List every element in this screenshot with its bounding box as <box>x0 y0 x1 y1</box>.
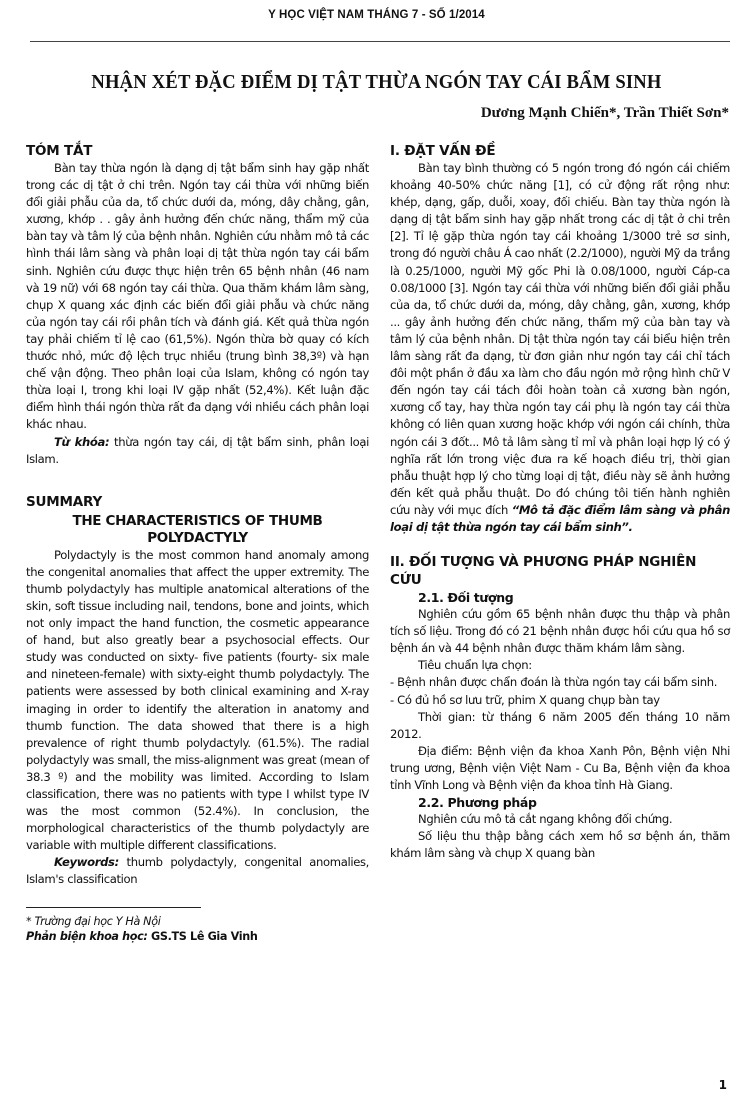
section1-body <box>390 160 730 536</box>
subsection-2-2-heading: 2.2. Phương pháp <box>418 795 537 811</box>
study-place: Địa điểm: Bệnh viện đa khoa Xanh Pôn, Bệnh viện Nhi trung ương, Bệnh viện Việt Nam - Cu Ba, Bệnh viện đa khoa tỉnh Vĩnh Long và Bệnh viện đa khoa tỉnh Hà Giang. <box>390 743 730 792</box>
summary-keywords <box>26 854 369 888</box>
summary-heading: SUMMARY <box>26 493 103 510</box>
study-time: Thời gian: từ tháng 6 năm 2005 đến tháng 10 năm 2012. <box>390 709 730 741</box>
section1-heading: I. ĐẶT VẤN ĐỀ <box>390 143 496 159</box>
abstract-vi-keywords <box>26 434 369 468</box>
right-column <box>390 142 730 862</box>
criteria-item: - Có đủ hồ sơ lưu trữ, phim X quang chụp bàn tay <box>390 692 660 707</box>
reviewer-label: Phản biện khoa học: <box>26 929 148 943</box>
abstract-vi-heading: TÓM TẮT <box>26 143 93 159</box>
reviewer-name: GS.TS Lê Gia Vinh <box>147 929 258 943</box>
footnote-rule <box>26 907 201 908</box>
section1-text: Bàn tay bình thường có 5 ngón trong đó ngón cái chiếm khoảng 40-50% chức năng [1], có cử động rất rộng như: khép, dạng, gấp, duỗi, xoay, đối chiếu. Bàn tay thừa ngón là dạng dị tật bẩm sinh hay gặp nhất trong các dị tật ở chi trên [2]. Tỉ lệ gặp thừa ngón tay cái khoảng 1/3000 trẻ sơ sinh, trong đó người châu Á cao nhất (2.2/1000), người Mỹ da trắng là 0.25/1000, người Mỹ gốc Phi là 0.08/1000, người Cáp-ca 0.08/1000 [3]. Ngón tay cái thừa với những biến đổi giải phẫu của da, tổ chức dưới da, móng, dây chằng, gân, xương, khớp ... gây ảnh hưởng đến chức năng, thẩm mỹ của bàn tay và tâm lý của bệnh nhân. Dị tật thừa ngón tay cái biểu hiện trên lâm sàng rất đa dạng, từ đơn giản như ngón tay cái chỉ tách đôi một phần ở đầu xa làm cho đầu ngón mở rộng hình chữ V đến ngón tay cái tách đôi hoàn toàn cả xương bàn ngón, xương cổ tay, hay thừa ngón tay cái phụ là ngón tay cái thừa không có liên quan xương hoặc khớp với ngón cái chính, thừa ngón cái 3 đốt... Mô tả lâm sàng tỉ mỉ và phân loại hợp lý có ý nghĩa rất lớn trong việc đưa ra kế hoạch điều trị, thời gian phẫu thuật hợp lý cho từng loại dị tật, điều này sẽ ảnh hưởng đến kết quả phẫu thuật. Do đó chúng tôi tiến hành nghiên cứu này với mục đích <box>390 161 730 517</box>
footnote-reviewer <box>26 929 369 944</box>
section2-heading: II. ĐỐI TƯỢNG VÀ PHƯƠNG PHÁP NGHIÊN CỨU <box>390 554 697 589</box>
criteria-item: - Bệnh nhân được chẩn đoán là thừa ngón tay cái bẩm sinh. <box>390 675 718 690</box>
keywords-en-label: Keywords: <box>54 855 119 870</box>
running-head: Y HỌC VIỆT NAM THÁNG 7 - SỐ 1/2014 <box>268 9 485 21</box>
method-paragraph-1: Nghiên cứu mô tả cắt ngang không đối chứng. <box>418 812 673 827</box>
article-authors: Dương Mạnh Chiến*, Trần Thiết Sơn* <box>480 105 729 121</box>
criteria-label: Tiêu chuẩn lựa chọn: <box>418 658 532 673</box>
subjects-paragraph: Nghiên cứu gồm 65 bệnh nhân được thu thập và phân tích số liệu. Trong đó có 21 bệnh nhân được hồi cứu qua hồ sơ bệnh án và 44 bệnh nhân được thăm khám lâm sàng. <box>390 607 730 656</box>
summary-body: Polydactyly is the most common hand anomaly among the congenital anomalies that affect the upper extremity. The thumb polydactyly has multiple anatomical alterations of the skin, soft tissue including nail, tendons, bone and joints, which not only impact the hand function, the cosmetic appearance of hand, but also greatly bear a psychosocial effects. Our study was conducted on sixty- five patients (fourty- six male and nineteen-female) with sixty-eight thumb polydactyly. The patients were assessed by both clinical examining and X-ray imaging in order to identify the alteration in anatomy and thumb function. The data showed that there is a high prevalence of right thumb polydactyly. (61.5%). The radial polydactyly was small, the miss-alignment was great (mean of 38.3 º) and the mobility was limited. According to Islam classification, there was no patients with type I whilst type IV was the most common (52.4%). In conclusion, the morphological characteristics of the thumb polydactyly are variable with multiple different classifications. <box>26 547 369 853</box>
page-number: 1 <box>718 1078 727 1092</box>
keywords-vi-label: Từ khóa: <box>54 434 110 449</box>
header-rule <box>30 41 730 42</box>
summary-title: THE CHARACTERISTICS OF THUMB POLYDACTYLY <box>72 512 323 546</box>
method-paragraph-2: Số liệu thu thập bằng cách xem hồ sơ bệnh án, thăm khám lâm sàng và chụp X quang bàn <box>390 829 730 861</box>
subsection-2-1-heading: 2.1. Đối tượng <box>418 590 514 606</box>
left-column <box>26 142 369 944</box>
abstract-vi-body: Bàn tay thừa ngón là dạng dị tật bẩm sinh hay gặp nhất trong các dị tật ở chi trên. Ngón tay cái thừa với những biến đổi giải phẫu của da, tổ chức dưới da, móng, dây chằng, gân, xương, khớp . . gây ảnh hưởng đến chức năng, thẩm mỹ của bàn tay và tâm lý của bệnh nhân. Nghiên cứu nhằm mô tả các hình thái lâm sàng và phân loại dị tật thừa ngón tay cái bẩm sinh. Nghiên cứu được thực hiện trên 65 bệnh nhân (46 nam và 19 nữ) với 68 ngón tay cái thừa. Qua thăm khám lâm sàng, chụp X quang xác định các biến đổi giải phẫu và chức năng của ngón tay cái rồi phân tích và đánh giá. Kết quả thừa ngón tay phải chiếm tỉ lệ cao (61,5%). Ngón thừa bờ quay có kích thước nhỏ, mức độ lệch trục nhiều (trung bình 38,3º) và hạn chế vận động. Theo phân loại của Islam, không có ngón tay thừa loại I, trong khi loại IV gặp nhất (52,4%). Kết luận đặc điểm hình thái ngón thừa rất đa dạng với nhiều cách phân loại khác nhau. <box>26 161 369 432</box>
footnote-affiliation: * Trường đại học Y Hà Nội <box>26 914 161 928</box>
keywords-en-text: thumb polydactyly, congenital anomalies, Islam's classification <box>26 855 369 887</box>
study-aim: “Mô tả đặc điểm lâm sàng và phân loại dị tật thừa ngón tay cái bẩm sinh”. <box>390 502 730 534</box>
article-title: NHẬN XÉT ĐẶC ĐIỂM DỊ TẬT THỪA NGÓN TAY CÁI BẨM SINH <box>91 71 662 94</box>
keywords-vi-text: thừa ngón tay cái, dị tật bẩm sinh, phân loại Islam. <box>26 434 369 466</box>
